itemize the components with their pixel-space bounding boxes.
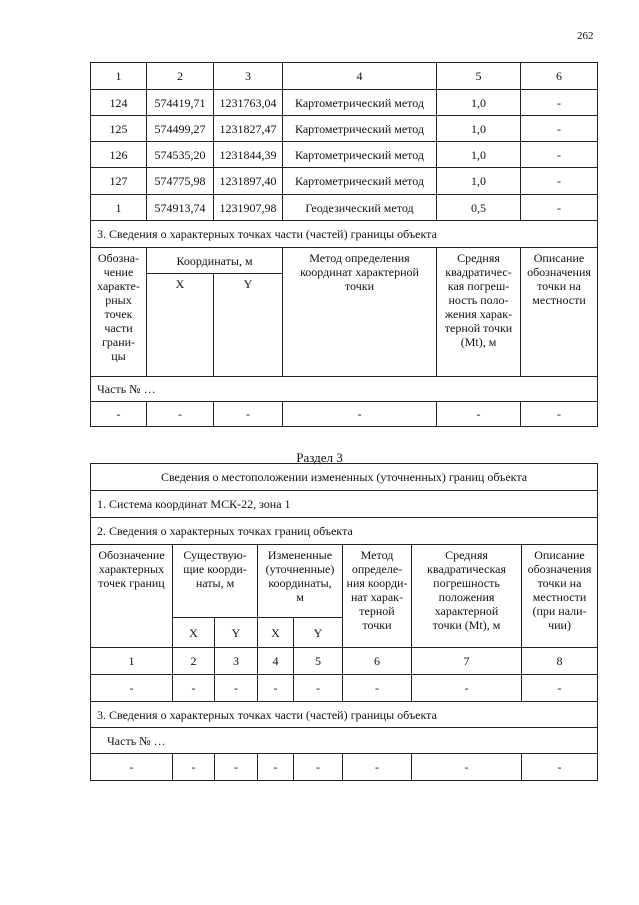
method: Геодезический метод <box>283 195 437 221</box>
mean-error: 1,0 <box>437 142 521 168</box>
part-label: Часть № … <box>91 728 598 754</box>
empty-cell: - <box>412 754 522 781</box>
method: Картометрический метод <box>283 168 437 195</box>
column-number: 1 <box>91 648 173 675</box>
column-number: 7 <box>412 648 522 675</box>
empty-cell: - <box>522 675 598 702</box>
column-number: 4 <box>283 63 437 90</box>
column-number: 6 <box>343 648 412 675</box>
description: - <box>521 116 598 142</box>
description-header: Описание обозначения точки на местности <box>521 248 598 377</box>
empty-cell: - <box>173 675 215 702</box>
y-coordinate: 1231907,98 <box>214 195 283 221</box>
y-header: Y <box>215 618 258 648</box>
changed-boundaries-table <box>90 463 598 781</box>
empty-cell: - <box>215 675 258 702</box>
section-heading: Раздел 3 <box>296 450 343 465</box>
table-row <box>91 116 598 142</box>
section-3-title: 3. Сведения о характерных точках части (частей) границы объекта <box>91 702 598 728</box>
column-number: 8 <box>522 648 598 675</box>
characteristic-points-table <box>90 62 598 427</box>
empty-cell: - <box>412 675 522 702</box>
y-coordinate: 1231763,04 <box>214 90 283 116</box>
x-coordinate: 574775,98 <box>147 168 214 195</box>
x-coordinate: 574913,74 <box>147 195 214 221</box>
point-number: 127 <box>91 168 147 195</box>
designation-header: Обозначение характерных точек границ <box>91 545 173 648</box>
empty-cell: - <box>214 402 283 427</box>
y-coordinate: 1231827,47 <box>214 116 283 142</box>
section-3-title: 3. Сведения о характерных точках части (частей) границы объекта <box>91 221 598 248</box>
column-number: 6 <box>521 63 598 90</box>
column-number: 5 <box>294 648 343 675</box>
coordinates-header: Координаты, м <box>147 248 283 274</box>
table-title: Сведения о местоположении измененных (уточненных) границ объекта <box>91 464 598 491</box>
empty-cell: - <box>91 675 173 702</box>
description-header: Описание обозначения точки на местности (при нали- чии) <box>522 545 598 648</box>
x-coordinate: 574535,20 <box>147 142 214 168</box>
method: Картометрический метод <box>283 90 437 116</box>
column-number: 1 <box>91 63 147 90</box>
description: - <box>521 168 598 195</box>
empty-cell: - <box>147 402 214 427</box>
method-header: Метод определе- ния коорди- нат харак- терной точки <box>343 545 412 648</box>
column-number: 3 <box>214 63 283 90</box>
x-header: X <box>147 274 214 377</box>
description: - <box>521 90 598 116</box>
table-row <box>91 142 598 168</box>
empty-cell: - <box>258 675 294 702</box>
column-number: 4 <box>258 648 294 675</box>
mean-error-header: Средняя квадратическая погрешность положения характерной точки (Mt), м <box>412 545 522 648</box>
page-number: 262 <box>577 30 594 42</box>
x-coordinate: 574419,71 <box>147 90 214 116</box>
empty-cell: - <box>173 754 215 781</box>
empty-cell: - <box>283 402 437 427</box>
empty-cell: - <box>521 402 598 427</box>
x-header: X <box>173 618 215 648</box>
changed-coordinates-header: Измененные (уточненные) координаты, м <box>258 545 343 618</box>
empty-cell: - <box>522 754 598 781</box>
empty-cell: - <box>91 754 173 781</box>
empty-cell: - <box>437 402 521 427</box>
point-number: 126 <box>91 142 147 168</box>
mean-error: 0,5 <box>437 195 521 221</box>
method: Картометрический метод <box>283 116 437 142</box>
empty-cell: - <box>91 402 147 427</box>
mean-error: 1,0 <box>437 116 521 142</box>
designation-header: Обозна- чение характе- рных точек части грани- цы <box>91 248 147 377</box>
coordinate-system: 1. Система координат МСК-22, зона 1 <box>91 491 598 518</box>
mean-error-header: Средняя квадратичес- кая погреш- ность поло- жения харак- терной точки (Mt), м <box>437 248 521 377</box>
table-row <box>91 168 598 195</box>
y-header: Y <box>294 618 343 648</box>
points-title: 2. Сведения о характерных точках границ объекта <box>91 518 598 545</box>
empty-cell: - <box>343 754 412 781</box>
description: - <box>521 195 598 221</box>
y-header: Y <box>214 274 283 377</box>
x-coordinate: 574499,27 <box>147 116 214 142</box>
empty-cell: - <box>294 754 343 781</box>
mean-error: 1,0 <box>437 168 521 195</box>
column-number-row <box>91 63 598 90</box>
x-header: X <box>258 618 294 648</box>
column-number: 3 <box>215 648 258 675</box>
point-number: 124 <box>91 90 147 116</box>
method-header: Метод определения координат характерной точки <box>283 248 437 377</box>
y-coordinate: 1231897,40 <box>214 168 283 195</box>
empty-cell: - <box>294 675 343 702</box>
existing-coordinates-header: Существую- щие коорди- наты, м <box>173 545 258 618</box>
empty-cell: - <box>258 754 294 781</box>
table-row <box>91 754 598 781</box>
part-label: Часть № … <box>91 377 598 402</box>
table-row <box>91 402 598 427</box>
mean-error: 1,0 <box>437 90 521 116</box>
method: Картометрический метод <box>283 142 437 168</box>
empty-cell: - <box>343 675 412 702</box>
empty-cell: - <box>215 754 258 781</box>
table-row <box>91 90 598 116</box>
description: - <box>521 142 598 168</box>
point-number: 1 <box>91 195 147 221</box>
column-number: 2 <box>173 648 215 675</box>
y-coordinate: 1231844,39 <box>214 142 283 168</box>
table-row <box>91 195 598 221</box>
point-number: 125 <box>91 116 147 142</box>
column-number: 2 <box>147 63 214 90</box>
column-number: 5 <box>437 63 521 90</box>
table-row <box>91 675 598 702</box>
column-number-row <box>91 648 598 675</box>
